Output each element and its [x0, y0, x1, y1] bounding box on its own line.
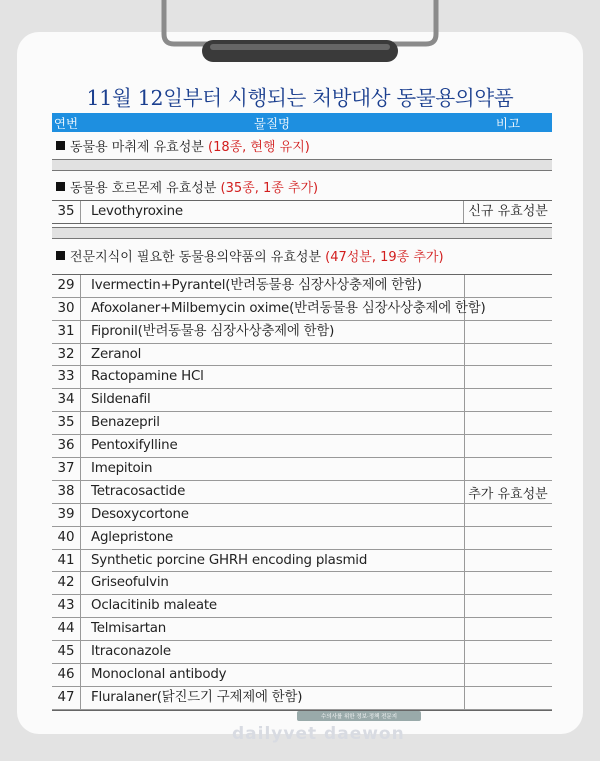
row-name: Aglepristone	[81, 527, 465, 549]
row-name: Levothyroxine	[81, 201, 464, 223]
row-no: 47	[52, 687, 81, 709]
section-hormones	[52, 173, 552, 200]
row-no: 31	[52, 321, 81, 343]
square-bullet-icon	[56, 182, 65, 191]
row-name: Monoclonal antibody	[81, 664, 465, 686]
merged-note-cell: 추가 유효성분	[468, 486, 548, 502]
row-no: 30	[52, 298, 81, 320]
row-name: Sildenafil	[81, 389, 465, 411]
row-no: 44	[52, 618, 81, 640]
footer-badge: 수의사를 위한 정보·정책 전문지	[297, 711, 421, 721]
section-divider	[52, 159, 552, 171]
row-name: Zeranol	[81, 344, 465, 366]
row-name: Benazepril	[81, 412, 465, 434]
square-bullet-icon	[56, 251, 65, 260]
section-label: 전문지식이 필요한 동물용의약품의 유효성분	[70, 249, 321, 265]
row-name: Afoxolaner+Milbemycin oxime(반려동물용 심장사상충제에 한함)	[81, 298, 465, 320]
section-detail: (35종, 1종 추가)	[220, 181, 319, 196]
col-no-header: 연번	[53, 115, 79, 131]
section-detail: (18종, 현행 유지)	[208, 140, 310, 155]
row-no: 34	[52, 389, 81, 411]
row-note: 신규 유효성분	[468, 204, 548, 219]
table-header	[52, 113, 552, 132]
row-no: 37	[52, 458, 81, 480]
square-bullet-icon	[56, 141, 65, 150]
row-name: Pentoxifylline	[81, 435, 465, 457]
row-no: 35	[52, 412, 81, 434]
hormone-rows	[52, 200, 552, 224]
section-divider	[52, 227, 552, 239]
row-name: Synthetic porcine GHRH encoding plasmid	[81, 550, 465, 572]
row-no: 46	[52, 664, 81, 686]
row-no: 38	[52, 481, 81, 503]
col-name-header: 물질명	[253, 115, 291, 131]
row-name: Fipronil(반려동물용 심장사상충제에 한함)	[81, 321, 465, 343]
table-row	[52, 201, 552, 223]
row-name: Oclacitinib maleate	[81, 595, 465, 617]
row-no: 43	[52, 595, 81, 617]
page-title: 11월 12일부터 시행되는 처방대상 동물용의약품	[86, 86, 514, 110]
row-name: Imepitoin	[81, 458, 465, 480]
watermark-logo: dailyvet daewon	[232, 724, 405, 744]
section-label: 동물용 마취제 유효성분	[70, 140, 204, 155]
row-name: Ractopamine HCl	[81, 366, 465, 388]
row-name: Ivermectin+Pyrantel(반려동물용 심장사상충제에 한함)	[81, 275, 465, 297]
row-no: 33	[52, 366, 81, 388]
section-detail: (47성분, 19종 추가)	[325, 249, 444, 265]
clipboard-clip-icon	[150, 0, 450, 62]
col-note-header: 비고	[495, 115, 521, 131]
row-no: 29	[52, 275, 81, 297]
row-name: Telmisartan	[81, 618, 465, 640]
row-no: 39	[52, 504, 81, 526]
row-no: 36	[52, 435, 81, 457]
row-name: Tetracosactide	[81, 481, 465, 503]
section-anesthetics	[52, 132, 552, 159]
row-no: 41	[52, 550, 81, 572]
section-label: 동물용 호르몬제 유효성분	[70, 181, 217, 196]
row-name: Griseofulvin	[81, 572, 465, 594]
row-name: Fluralaner(닭진드기 구제제에 한함)	[81, 687, 465, 709]
section-professional	[52, 242, 552, 269]
row-no: 35	[52, 201, 81, 223]
row-no: 42	[52, 572, 81, 594]
row-name: Itraconazole	[81, 641, 465, 663]
substance-table	[52, 113, 552, 711]
row-no: 32	[52, 344, 81, 366]
row-no: 45	[52, 641, 81, 663]
professional-rows	[52, 274, 552, 711]
row-no: 40	[52, 527, 81, 549]
row-name: Desoxycortone	[81, 504, 465, 526]
